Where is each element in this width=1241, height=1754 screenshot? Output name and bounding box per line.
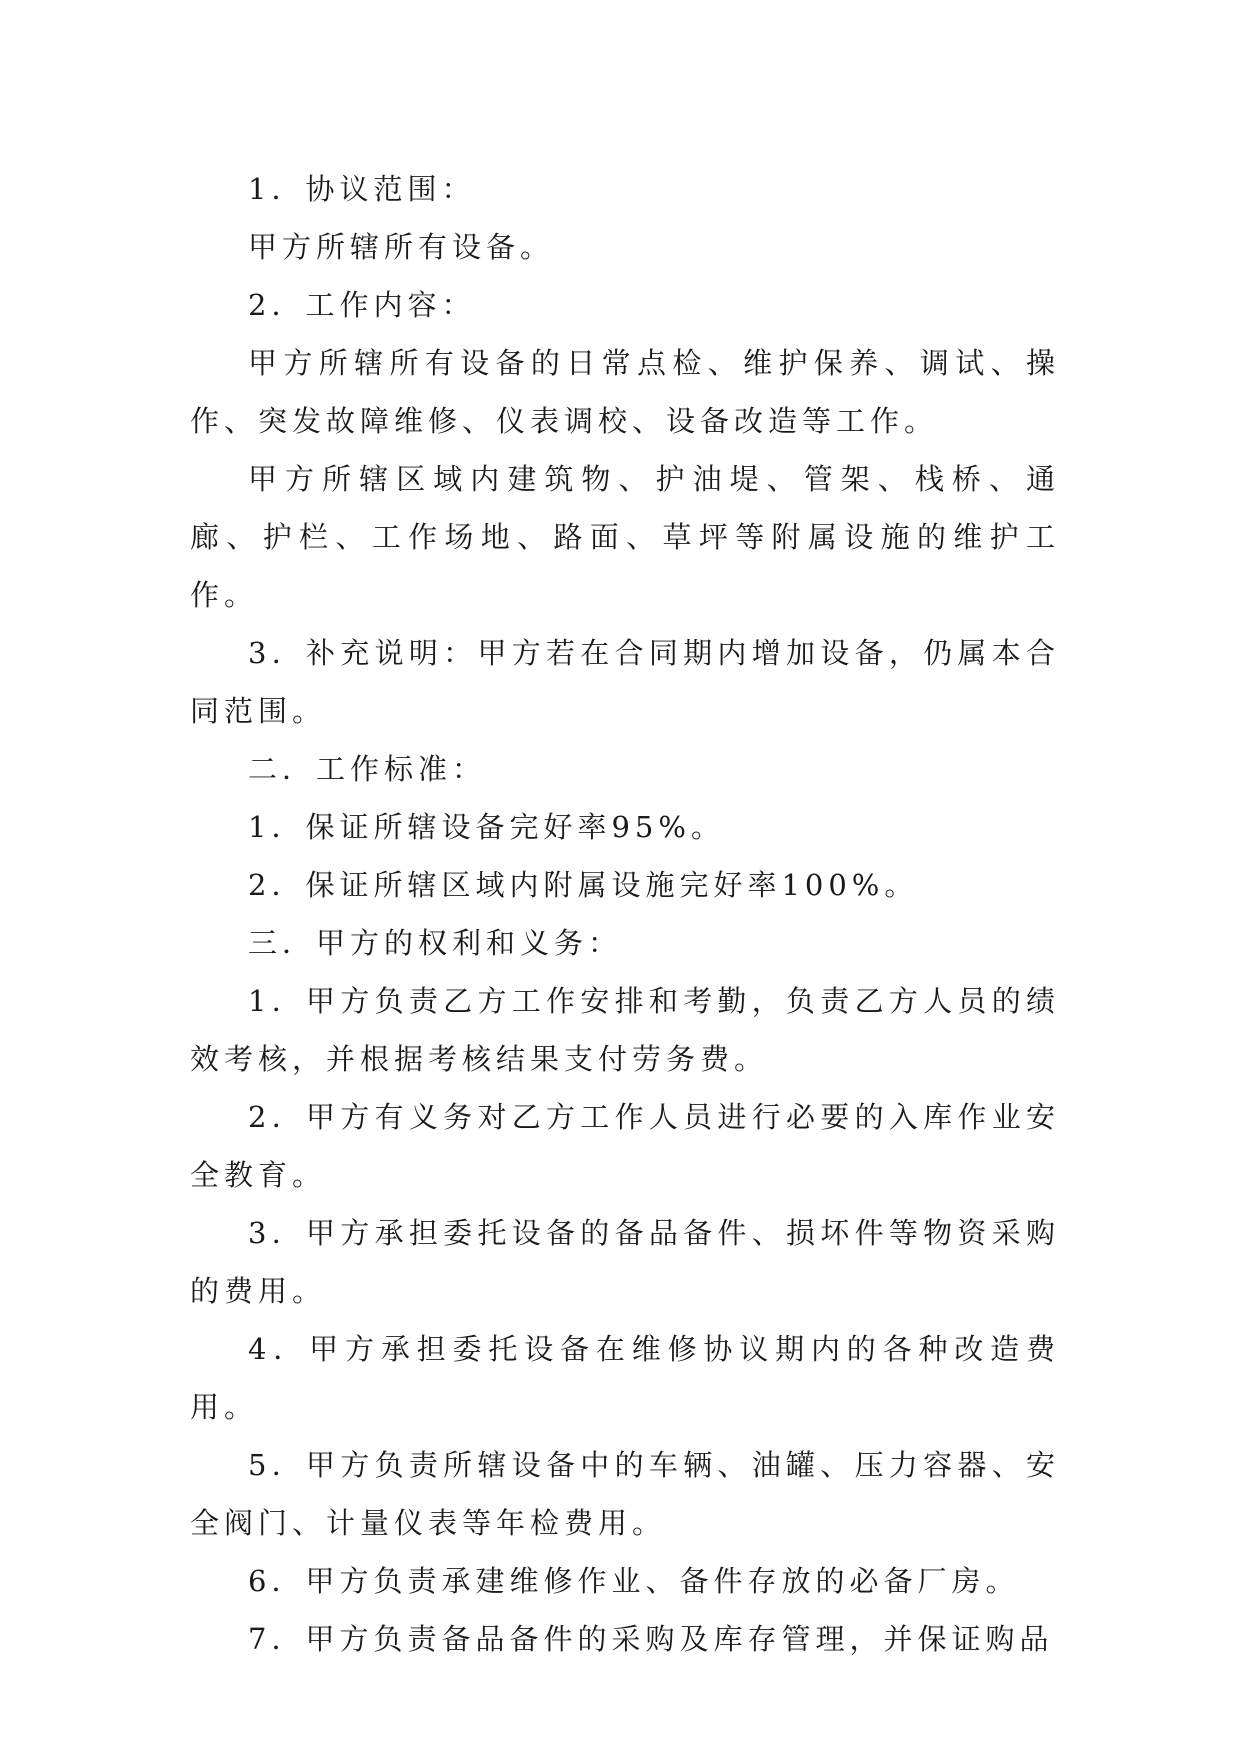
paragraph-party-a-rights-heading: 三．甲方的权利和义务： [248,926,623,960]
paragraph-work-content-facilities: 甲方所辖区域内建筑物、护油堤、管架、栈桥、通廊、护栏、工作场地、路面、草坪等附属设施的维护工作。 [190,462,1060,612]
paragraph-party-a-item-3: 3．甲方承担委托设备的备品备件、损坏件等物资采购的费用。 [190,1216,1060,1308]
paragraph-standard-facility-rate: 2．保证所辖区域内附属设施完好率100%。 [248,868,919,902]
paragraph-party-a-item-6: 6．甲方负责承建维修作业、备件存放的必备厂房。 [248,1564,1020,1598]
paragraph-party-a-item-7: 7．甲方负责备品备件的采购及库存管理，并保证购品 [248,1622,1054,1656]
paragraph-work-content-heading: 2．工作内容： [248,288,476,322]
paragraph-party-a-item-1: 1．甲方负责乙方工作安排和考勤，负责乙方人员的绩效考核，并根据考核结果支付劳务费。 [190,984,1060,1076]
paragraph-work-content-equipment: 甲方所辖所有设备的日常点检、维护保养、调试、操作、突发故障维修、仪表调校、设备改造等工作。 [190,346,1060,438]
paragraph-party-a-item-4: 4．甲方承担委托设备在维修协议期内的各种改造费用。 [190,1332,1060,1424]
paragraph-party-a-item-5: 5．甲方负责所辖设备中的车辆、油罐、压力容器、安全阀门、计量仪表等年检费用。 [190,1448,1060,1540]
paragraph-scope-text: 甲方所辖所有设备。 [248,230,555,264]
paragraph-party-a-item-2: 2．甲方有义务对乙方工作人员进行必要的入库作业安全教育。 [190,1100,1060,1192]
paragraph-standard-equipment-rate: 1．保证所辖设备完好率95%。 [248,810,725,844]
document-body [190,160,1060,1668]
paragraph-work-standards-heading: 二．工作标准： [248,752,487,786]
paragraph-supplementary-note: 3．补充说明：甲方若在合同期内增加设备，仍属本合同范围。 [190,636,1060,728]
paragraph-scope-heading: 1．协议范围： [248,172,476,206]
